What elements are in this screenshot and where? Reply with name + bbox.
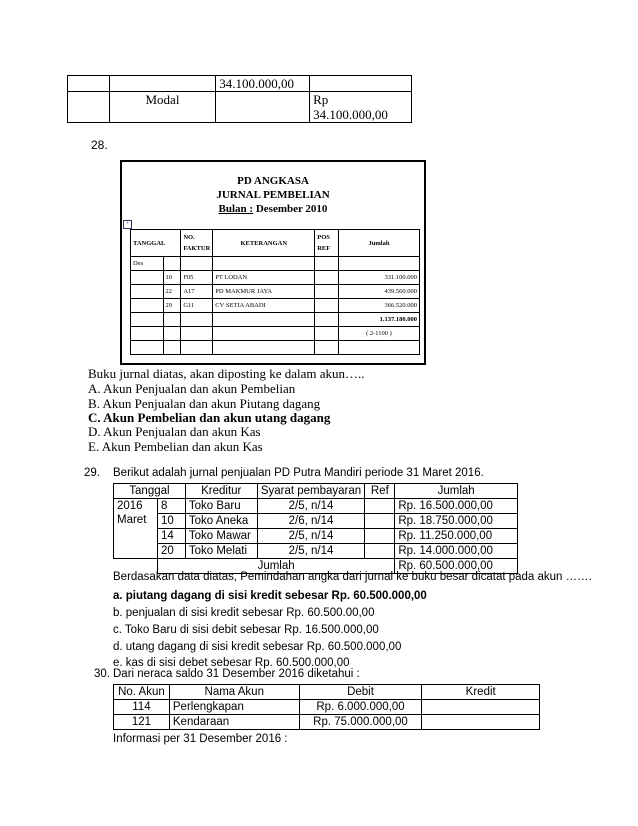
table-row bbox=[131, 257, 420, 271]
header-tanggal: Tanggal bbox=[114, 484, 186, 499]
table-row bbox=[131, 299, 420, 313]
table-cell bbox=[310, 76, 412, 92]
total-cell: 1.137.180.000 bbox=[338, 313, 419, 327]
header-jumlah: Jumlah bbox=[395, 484, 518, 499]
amount-value: 34.100.000,00 bbox=[313, 107, 388, 122]
journal-period bbox=[122, 202, 424, 216]
account-label: Modal bbox=[109, 92, 216, 123]
ref-cell bbox=[365, 529, 395, 544]
day-cell: 8 bbox=[157, 499, 185, 514]
move-handle-icon: + bbox=[123, 220, 132, 229]
faktur-cell: G11 bbox=[181, 299, 213, 313]
nama-akun-cell: Kendaraan bbox=[169, 715, 299, 730]
answer-e: e. kas di sisi debet sebesar Rp. 60.500.000,00 bbox=[113, 657, 350, 669]
answer-a: a. piutang dagang di sisi kredit sebesar Rp. 60.500.000,00 bbox=[113, 590, 427, 602]
table-cell bbox=[216, 92, 310, 123]
header-syarat: Syarat pembayaran bbox=[257, 484, 365, 499]
table-row bbox=[131, 341, 420, 355]
table-row bbox=[131, 313, 420, 327]
syarat-cell: 2/5, n/14 bbox=[257, 544, 365, 559]
table-header-row bbox=[114, 484, 518, 499]
table-row bbox=[131, 271, 420, 285]
option-a: A. Akun Penjualan dan akun Pembelian bbox=[88, 381, 296, 396]
table-row bbox=[114, 700, 540, 715]
amount-cell: 439.560.000 bbox=[338, 285, 419, 299]
syarat-cell: 2/5, n/14 bbox=[257, 499, 365, 514]
table-cell bbox=[109, 76, 216, 92]
table-row bbox=[114, 499, 518, 514]
ref-cell: ( 2-1100 ) bbox=[338, 327, 419, 341]
kreditur-cell: Toko Melati bbox=[185, 544, 257, 559]
debit-cell: Rp. 6.000.000,00 bbox=[299, 700, 422, 715]
no-akun-cell: 114 bbox=[114, 700, 170, 715]
journal-table bbox=[130, 229, 420, 355]
purchase-journal-image bbox=[120, 160, 426, 365]
amount-cell: 366.520.000 bbox=[338, 299, 419, 313]
question-29-text: Berikut adalah jurnal penjualan PD Putra Mandiri periode 31 Maret 2016. bbox=[113, 467, 484, 479]
table-row bbox=[114, 544, 518, 559]
table-row bbox=[114, 529, 518, 544]
amount-cell bbox=[310, 92, 412, 123]
faktur-cell: F05 bbox=[181, 271, 213, 285]
table-header-row bbox=[114, 685, 540, 700]
header-keterangan: KETERANGAN bbox=[213, 230, 315, 257]
total-value: Rp. 60.500.000,00 bbox=[395, 559, 518, 574]
question-number-28: 28. bbox=[91, 138, 108, 152]
month-value: Desember 2010 bbox=[255, 203, 328, 215]
company-name: PD ANGKASA bbox=[237, 175, 309, 187]
ref-cell bbox=[365, 544, 395, 559]
year-label: 2016 bbox=[117, 500, 143, 512]
header-no-akun: No. Akun bbox=[114, 685, 170, 700]
keterangan-cell: PT LODAN bbox=[213, 271, 315, 285]
date-cell bbox=[114, 499, 158, 559]
day-cell: 14 bbox=[157, 529, 185, 544]
nama-akun-cell: Perlengkapan bbox=[169, 700, 299, 715]
header-posref: POS REF bbox=[315, 230, 339, 257]
amount-cell: 34.100.000,00 bbox=[216, 76, 310, 92]
table-row bbox=[131, 285, 420, 299]
debit-cell: Rp. 75.000.000,00 bbox=[299, 715, 422, 730]
question-28-text: Buku jurnal diatas, akan diposting ke dalam akun….. bbox=[88, 366, 365, 381]
day-cell: 22 bbox=[163, 285, 181, 299]
top-partial-table bbox=[67, 75, 412, 123]
jumlah-cell: Rp. 11.250.000,00 bbox=[395, 529, 518, 544]
answer-d: d. utang dagang di sisi kredit sebesar Rp. 60.500.000,00 bbox=[113, 641, 402, 653]
header-ref: Ref bbox=[365, 484, 395, 499]
header-jumlah: Jumlah bbox=[338, 230, 419, 257]
month-cell: Des bbox=[131, 257, 164, 271]
option-e: E. Akun Pembelian dan akun Kas bbox=[88, 439, 263, 454]
question-30-text: Dari neraca saldo 31 Desember 2016 diketahui : bbox=[113, 668, 360, 680]
kredit-cell bbox=[422, 715, 540, 730]
header-faktur: NO. FAKTUR bbox=[181, 230, 213, 257]
option-b: B. Akun Penjualan dan akun Piutang dagang bbox=[88, 396, 321, 411]
jumlah-cell: Rp. 18.750.000,00 bbox=[395, 514, 518, 529]
header-kreditur: Kreditur bbox=[185, 484, 257, 499]
currency-label: Rp bbox=[313, 92, 329, 107]
kredit-cell bbox=[422, 700, 540, 715]
question-30-info: Informasi per 31 Desember 2016 : bbox=[113, 733, 288, 745]
day-cell: 10 bbox=[163, 271, 181, 285]
amount-cell: 331.100.000 bbox=[338, 271, 419, 285]
jumlah-cell: Rp. 14.000.000,00 bbox=[395, 544, 518, 559]
month-label: Maret bbox=[117, 514, 147, 526]
ref-cell bbox=[365, 499, 395, 514]
kreditur-cell: Toko Baru bbox=[185, 499, 257, 514]
table-row bbox=[114, 715, 540, 730]
header-kredit: Kredit bbox=[422, 685, 540, 700]
question-number-30: 30. bbox=[94, 668, 110, 680]
day-cell: 29 bbox=[163, 299, 181, 313]
day-cell: 20 bbox=[157, 544, 185, 559]
table-row bbox=[114, 514, 518, 529]
journal-title: JURNAL PEMBELIAN bbox=[216, 189, 330, 201]
keterangan-cell: PD MAKMUR JAYA bbox=[213, 285, 315, 299]
total-label: Jumlah bbox=[157, 559, 394, 574]
kreditur-cell: Toko Aneka bbox=[185, 514, 257, 529]
question-29-prompt: Berdasakan data diatas, Pemindahan angka dari jurnal ke buku besar dicatat pada akun ……. bbox=[113, 571, 592, 583]
faktur-cell: A17 bbox=[181, 285, 213, 299]
table-cell bbox=[68, 76, 110, 92]
header-nama-akun: Nama Akun bbox=[169, 685, 299, 700]
trial-balance-table bbox=[113, 684, 540, 730]
day-cell: 10 bbox=[157, 514, 185, 529]
table-header-row bbox=[131, 230, 420, 257]
month-label: Bulan : bbox=[218, 203, 254, 215]
header-tanggal: TANGGAL bbox=[131, 230, 181, 257]
table-row bbox=[68, 76, 412, 92]
no-akun-cell: 121 bbox=[114, 715, 170, 730]
kreditur-cell: Toko Mawar bbox=[185, 529, 257, 544]
ref-cell bbox=[365, 514, 395, 529]
sales-journal-table bbox=[113, 483, 518, 574]
option-d: D. Akun Penjualan dan akun Kas bbox=[88, 424, 261, 439]
table-cell bbox=[68, 92, 110, 123]
answer-b: b. penjualan di sisi kredit sebesar Rp. 60.500.00,00 bbox=[113, 607, 375, 619]
option-c: C. Akun Pembelian dan akun utang dagang bbox=[88, 410, 331, 425]
header-debit: Debit bbox=[299, 685, 422, 700]
syarat-cell: 2/6, n/14 bbox=[257, 514, 365, 529]
table-row bbox=[131, 327, 420, 341]
syarat-cell: 2/5, n/14 bbox=[257, 529, 365, 544]
keterangan-cell: CV SETIA ABADI bbox=[213, 299, 315, 313]
answer-c: c. Toko Baru di sisi debit sebesar Rp. 16.500.000,00 bbox=[113, 624, 379, 636]
jumlah-cell: Rp. 16.500.000,00 bbox=[395, 499, 518, 514]
table-row bbox=[68, 92, 412, 123]
question-number-29: 29. bbox=[84, 467, 100, 479]
